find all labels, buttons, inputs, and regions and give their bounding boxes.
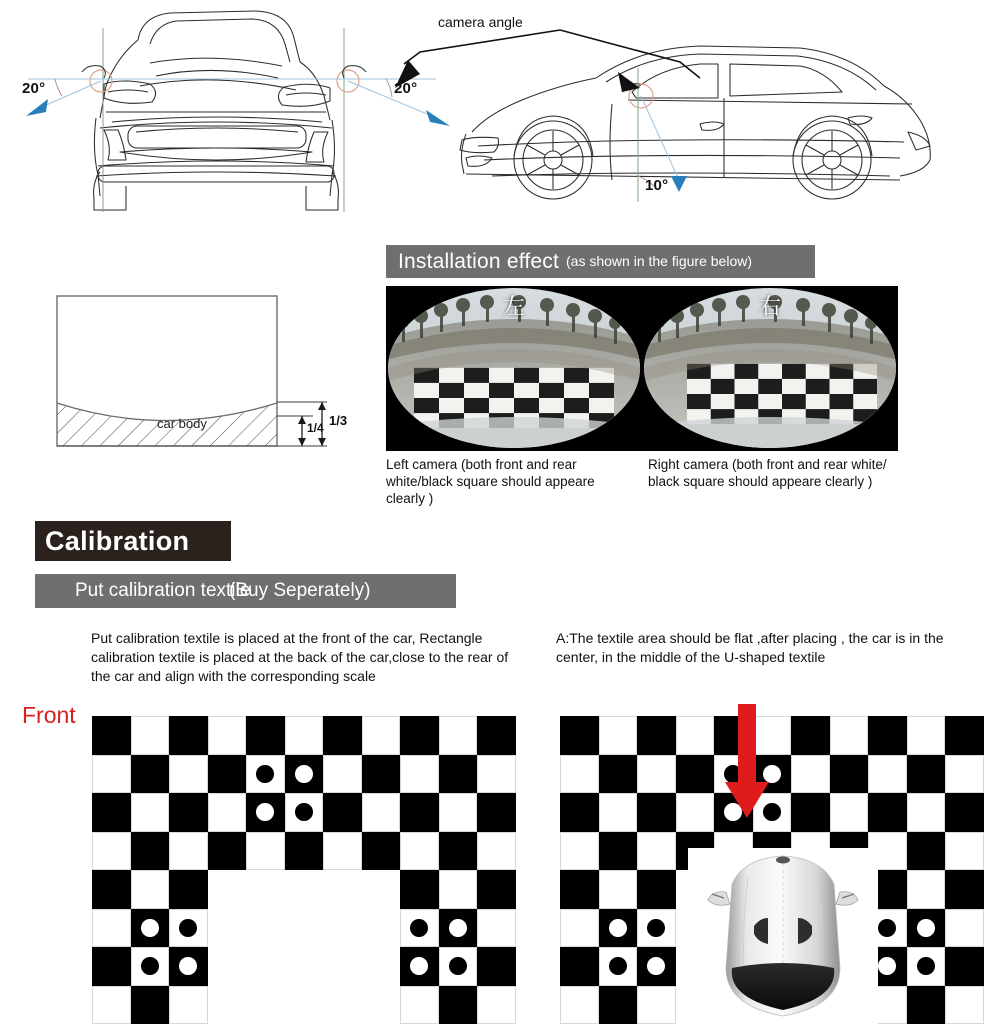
checker-cell (945, 947, 984, 986)
right-camera-caption: Right camera (both front and rear white/ black square should appeare clearly ) (648, 457, 887, 489)
checker-cell (131, 716, 170, 755)
checker-cell (208, 832, 247, 871)
calibration-header (35, 521, 231, 561)
right-angle-label: 20° (394, 80, 418, 97)
checker-cell (599, 832, 638, 871)
checker-cell (131, 986, 170, 1024)
checker-cell (323, 832, 362, 871)
checker-cell (560, 947, 599, 986)
calibration-marker-dot (609, 919, 627, 937)
checker-cell (92, 716, 131, 755)
front-label: Front (22, 702, 76, 728)
checker-cell (246, 832, 285, 871)
checker-cell (92, 986, 131, 1024)
put-textile-label: Put calibration textile (75, 580, 251, 601)
left-angle-arc (55, 79, 62, 96)
calibration-marker-dot (410, 919, 428, 937)
checker-cell (439, 793, 478, 832)
camera-angle-label: camera angle (438, 14, 523, 30)
checker-cell (560, 832, 599, 871)
calibration-marker-dot (256, 765, 274, 783)
checker-cell (439, 832, 478, 871)
checker-cell (868, 716, 907, 755)
car-top-view-inset (688, 848, 878, 1024)
red-down-arrow-icon (724, 704, 770, 824)
calibration-paragraph-left: Put calibration textile is placed at the front of the car, Rectangle calibration textile is placed at the back of the car,close to the rear of the car and align with the corresponding scale (91, 630, 509, 684)
checker-cell (907, 870, 946, 909)
carbody-fraction-diagram (55, 288, 355, 453)
checker-cell (400, 870, 439, 909)
left-angle-ray (44, 81, 101, 106)
checker-cell (599, 986, 638, 1024)
checker-cell (169, 870, 208, 909)
callout-line-left (404, 30, 560, 64)
checker-cell (945, 909, 984, 948)
checker-cell (362, 793, 401, 832)
checker-cell (92, 909, 131, 948)
checker-cell (907, 755, 946, 794)
checker-cell (439, 986, 478, 1024)
down-angle-arrow (671, 176, 687, 192)
checker-cell (560, 986, 599, 1024)
buy-separately-label: (Buy Seperately) (229, 580, 371, 601)
checker-cell (560, 755, 599, 794)
calibration-title: Calibration (45, 525, 190, 556)
calibration-paragraph-right: A:The textile area should be flat ,after placing , the car is in the center, in the middle of the U-shaped textile (556, 630, 944, 665)
checker-cell (169, 832, 208, 871)
checker-cell (477, 986, 516, 1024)
checker-cell (560, 909, 599, 948)
checker-cell (599, 870, 638, 909)
checker-cell (400, 793, 439, 832)
calibration-marker-dot (179, 919, 197, 937)
calibration-marker-dot (295, 803, 313, 821)
checker-cell (362, 755, 401, 794)
callout-arrow-right (618, 72, 640, 92)
left-angle-arrow (26, 99, 48, 116)
checker-cell (477, 870, 516, 909)
checker-cell (208, 793, 247, 832)
checker-cell (637, 755, 676, 794)
left-camera-caption: Left camera (both front and rear white/black square should appeare clearly ) (386, 457, 595, 506)
checker-cell (131, 870, 170, 909)
checker-cell (400, 986, 439, 1024)
checker-cell (208, 716, 247, 755)
calibration-marker-dot (141, 919, 159, 937)
left-angle-label: 20° (22, 80, 46, 97)
checker-cell (830, 793, 869, 832)
calibration-marker-dot (449, 957, 467, 975)
checker-cell (637, 870, 676, 909)
checker-cell (637, 832, 676, 871)
calibration-marker-dot (609, 957, 627, 975)
checker-cell (830, 716, 869, 755)
checker-cell (945, 716, 984, 755)
calibration-marker-dot (647, 919, 665, 937)
checker-cell (676, 755, 715, 794)
checker-cell (560, 716, 599, 755)
checker-cell (439, 755, 478, 794)
car-body-label: car body (157, 416, 207, 431)
checker-cell (477, 716, 516, 755)
right-angle-arrow (426, 110, 450, 126)
checker-cell (637, 716, 676, 755)
checker-cell (907, 716, 946, 755)
installation-effect-title: Installation effect (398, 249, 560, 273)
checker-cell (208, 755, 247, 794)
right-angle-ray (348, 81, 432, 116)
calibration-marker-dot (141, 957, 159, 975)
checker-cell (169, 755, 208, 794)
placement-direction-arrow (724, 704, 770, 824)
front-view-car (94, 11, 339, 210)
checker-cell (477, 909, 516, 948)
camera-angle-svg (0, 0, 989, 228)
right-camera-photo (642, 286, 898, 451)
down-angle-ray (641, 96, 678, 178)
checker-cell (92, 947, 131, 986)
checker-cell (323, 793, 362, 832)
checker-cell (477, 832, 516, 871)
calibration-marker-dot (878, 919, 896, 937)
checker-cell (868, 793, 907, 832)
installation-effect-header (386, 245, 815, 278)
left-camera-photo (386, 286, 642, 451)
calibration-marker-dot (295, 765, 313, 783)
checker-cell (945, 755, 984, 794)
car-top-view-svg (688, 848, 878, 1024)
checker-cell (92, 832, 131, 871)
checker-cell (285, 832, 324, 871)
checker-cell (362, 832, 401, 871)
checker-cell (945, 870, 984, 909)
right-camera-overlay-char: 右 (758, 295, 782, 320)
checker-cell (323, 716, 362, 755)
checker-cell (599, 716, 638, 755)
callout-line-right (560, 30, 700, 78)
checker-cell (676, 793, 715, 832)
checker-cell (92, 793, 131, 832)
calibration-marker-dot (917, 957, 935, 975)
checker-cell (907, 793, 946, 832)
calibration-marker-dot (449, 919, 467, 937)
checker-cell (323, 755, 362, 794)
checker-cell (131, 832, 170, 871)
checker-cell (791, 755, 830, 794)
checker-cell (791, 716, 830, 755)
checker-cell (92, 870, 131, 909)
checker-cell (830, 755, 869, 794)
checker-cell (439, 716, 478, 755)
checker-cell (439, 870, 478, 909)
checker-cell (400, 755, 439, 794)
installation-effect-subtitle: (as shown in the figure below) (566, 253, 753, 269)
calibration-marker-dot (917, 919, 935, 937)
checker-cell (400, 832, 439, 871)
checker-cell (560, 870, 599, 909)
checker-cell (945, 986, 984, 1024)
checker-cell (477, 793, 516, 832)
checker-cell (637, 986, 676, 1024)
checker-cell (945, 793, 984, 832)
checker-cell (791, 793, 830, 832)
u-shape-opening (208, 870, 401, 1024)
checker-cell (131, 793, 170, 832)
calibration-textile-left (92, 716, 516, 1024)
checker-cell (676, 716, 715, 755)
calibration-textile-right (560, 716, 984, 1024)
checker-cell (131, 755, 170, 794)
checker-cell (246, 716, 285, 755)
side-view-car (460, 46, 930, 199)
checker-cell (477, 947, 516, 986)
checker-cell (599, 755, 638, 794)
camera-angle-diagram (0, 0, 989, 228)
checker-cell (169, 793, 208, 832)
checker-cell (400, 716, 439, 755)
right-angle-arc (386, 79, 392, 97)
put-calibration-textile-header (35, 574, 456, 608)
left-camera-overlay-char: 左 (502, 295, 526, 320)
checker-cell (637, 793, 676, 832)
checker-cell (599, 793, 638, 832)
fisheye-photo-row (386, 286, 898, 451)
checker-cell (169, 986, 208, 1024)
checker-cell (477, 755, 516, 794)
checker-cell (169, 716, 208, 755)
checker-cell (560, 793, 599, 832)
fraction-one-third-label: 1/3 (329, 413, 348, 428)
checker-cell (868, 755, 907, 794)
checker-cell (907, 832, 946, 871)
checker-cell (907, 986, 946, 1024)
checker-cell (362, 716, 401, 755)
down-angle-label: 10° (645, 177, 669, 194)
fraction-one-fourth-label: 1/4 (307, 421, 324, 435)
checker-cell (945, 832, 984, 871)
checker-cell (285, 716, 324, 755)
checker-cell (92, 755, 131, 794)
